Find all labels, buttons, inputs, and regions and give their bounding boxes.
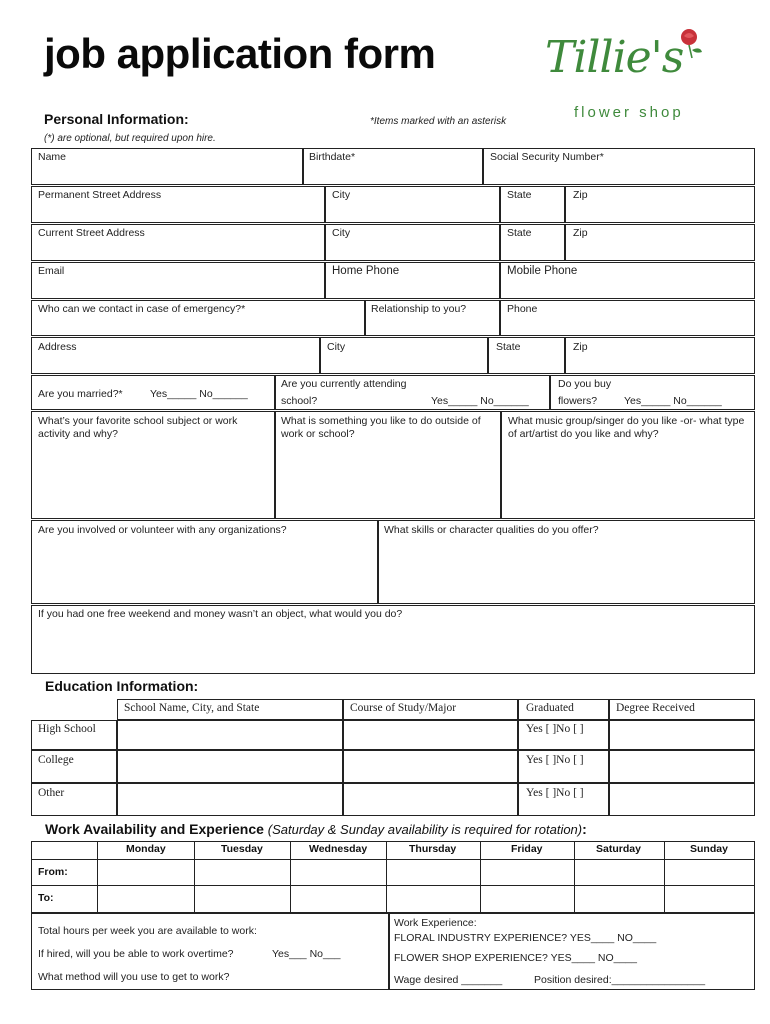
day-wednesday: Wednesday (309, 843, 368, 855)
attending-label-2: school? (281, 395, 318, 407)
logo-subtitle: flower shop (574, 104, 684, 121)
schedule-col-line (194, 841, 195, 913)
schedule-col-line (386, 841, 387, 913)
address-city-field[interactable] (320, 337, 488, 374)
degree-col-label: Degree Received (616, 702, 695, 714)
high-school-name-field[interactable] (117, 720, 343, 750)
home-phone-label: Home Phone (332, 265, 400, 277)
current-zip-field[interactable] (565, 224, 755, 261)
other-graduated-options: Yes [ ]No [ ] (526, 787, 584, 799)
work-heading-title: Work Availability and Experience (45, 821, 264, 837)
overtime-label: If hired, will you be able to work overtime? (38, 948, 234, 960)
current-city-field[interactable] (325, 224, 500, 261)
relationship-label: Relationship to you? (371, 303, 467, 315)
free-weekend-label: If you had one free weekend and money wasn’t an object, what would you do? (38, 608, 403, 620)
schedule-divider (31, 859, 755, 860)
college-label: College (38, 754, 74, 766)
perm-city-label: City (332, 189, 351, 201)
personal-heading: Personal Information: (44, 111, 189, 127)
buy-flowers-label: Do you buy (558, 378, 612, 390)
day-friday: Friday (511, 843, 543, 855)
name-field[interactable] (31, 148, 303, 185)
day-sunday: Sunday (690, 843, 728, 855)
outside-activity-label: What is something you like to do outside of work or school? (281, 415, 481, 440)
email-field[interactable] (31, 262, 325, 299)
logo-wordmark: Tillie's (545, 32, 684, 83)
experience-label: Work Experience: (394, 917, 477, 929)
from-label: From: (38, 866, 68, 878)
perm-city-field[interactable] (325, 186, 500, 223)
name-label: Name (38, 151, 67, 163)
schedule-col-line (664, 841, 665, 913)
phone-label: Phone (507, 303, 538, 315)
asterisk-note: *Items marked with an asterisk (370, 116, 507, 127)
day-saturday: Saturday (596, 843, 641, 855)
other-label: Other (38, 787, 65, 799)
high-school-course-field[interactable] (343, 720, 518, 750)
address-city-label: City (327, 341, 346, 353)
schedule-col-line (290, 841, 291, 913)
perm-zip-field[interactable] (565, 186, 755, 223)
emergency-phone-field[interactable] (500, 300, 755, 336)
day-thursday: Thursday (409, 843, 457, 855)
wage-label: Wage desired _______ (394, 974, 503, 986)
current-zip-label: Zip (573, 227, 588, 239)
college-degree-field[interactable] (609, 750, 755, 783)
perm-address-label: Permanent Street Address (38, 189, 162, 201)
college-course-field[interactable] (343, 750, 518, 783)
email-label: Email (38, 265, 65, 277)
volunteer-label: Are you involved or volunteer with any organizations? (38, 524, 287, 536)
hours-label: Total hours per week you are available to work: (38, 925, 257, 937)
day-tuesday: Tuesday (221, 843, 263, 855)
high-school-label: High School (38, 723, 96, 735)
skills-label: What skills or character qualities do you offer? (384, 524, 599, 536)
address-zip-label: Zip (573, 341, 588, 353)
high-school-degree-field[interactable] (609, 720, 755, 750)
emergency-label: Who can we contact in case of emergency?* (38, 303, 246, 315)
current-state-label: State (507, 227, 532, 239)
college-graduated-options: Yes [ ]No [ ] (526, 754, 584, 766)
other-degree-field[interactable] (609, 783, 755, 816)
college-name-field[interactable] (117, 750, 343, 783)
other-course-field[interactable] (343, 783, 518, 816)
current-address-label: Current Street Address (38, 227, 145, 239)
course-col-label: Course of Study/Major (350, 702, 457, 714)
to-label: To: (38, 892, 54, 904)
favorite-subject-label: What’s your favorite school subject or work activity and why? (38, 415, 238, 440)
work-heading-colon: : (582, 821, 587, 837)
other-name-field[interactable] (117, 783, 343, 816)
transport-label: What method will you use to get to work? (38, 971, 230, 983)
buy-flowers-label-2: flowers? (558, 395, 598, 407)
floral-experience-label: FLORAL INDUSTRY EXPERIENCE? YES____ NO____ (394, 932, 657, 944)
high-school-graduated-options: Yes [ ]No [ ] (526, 723, 584, 735)
form-title: job application form (44, 30, 436, 77)
address-zip-field[interactable] (565, 337, 755, 374)
perm-state-label: State (507, 189, 532, 201)
optional-note: (*) are optional, but required upon hire. (44, 133, 216, 144)
married-label: Are you married?* (38, 388, 123, 400)
married-yes-no: Yes_____ No______ (150, 388, 248, 400)
attending-yes-no: Yes_____ No______ (431, 395, 529, 407)
work-heading (45, 821, 587, 837)
ssn-label: Social Security Number* (490, 151, 604, 163)
schedule-divider (31, 885, 755, 886)
work-heading-note: (Saturday & Sunday availability is required for rotation) (267, 822, 583, 837)
graduated-col-label: Graduated (526, 702, 574, 714)
position-label: Position desired:________________ (534, 974, 706, 986)
perm-zip-label: Zip (573, 189, 588, 201)
birthdate-label: Birthdate* (309, 151, 356, 163)
buy-flowers-yes-no: Yes_____ No______ (624, 395, 722, 407)
mobile-phone-label: Mobile Phone (507, 265, 578, 277)
school-name-col-label: School Name, City, and State (124, 702, 260, 714)
attending-label: Are you currently attending (281, 378, 407, 390)
address-label: Address (38, 341, 77, 353)
schedule-col-line (574, 841, 575, 913)
schedule-col-line (97, 841, 98, 913)
address-state-label: State (496, 341, 521, 353)
overtime-yes-no: Yes___ No___ (272, 948, 341, 960)
current-city-label: City (332, 227, 351, 239)
flower-shop-experience-label: FLOWER SHOP EXPERIENCE? YES____ NO____ (394, 952, 637, 964)
schedule-col-line (480, 841, 481, 913)
day-monday: Monday (126, 843, 166, 855)
education-heading: Education Information: (45, 678, 199, 694)
music-art-label: What music group/singer do you like -or- what type of art/artist do you like and why? (508, 415, 745, 440)
